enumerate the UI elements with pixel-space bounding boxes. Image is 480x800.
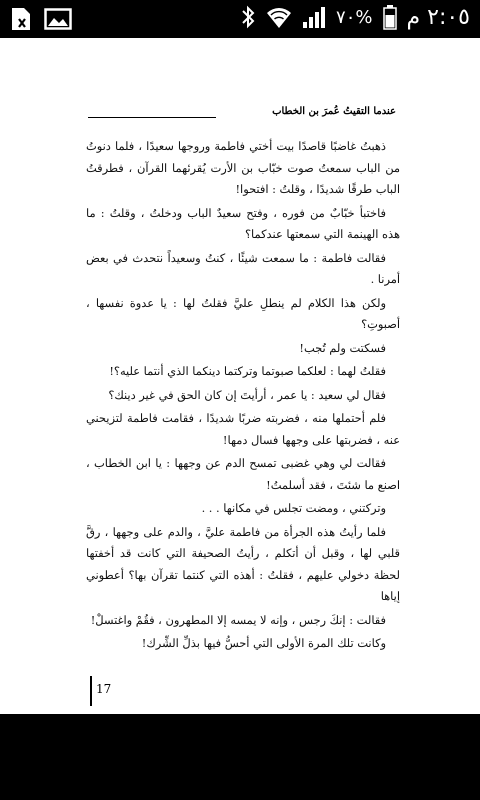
paragraph: وكانت تلك المرة الأولى التي أحسُّ فيها بذلِّ الشِّرك!	[141, 636, 386, 650]
notification-icons	[10, 6, 72, 32]
paragraph: وتركتني ، ومضت تجلس في مكانها . . .	[201, 501, 386, 515]
book-page[interactable]	[0, 38, 480, 714]
header-rule	[88, 117, 216, 118]
page-number-rule	[90, 676, 92, 706]
paragraph: فاختبأ خبّابٌ من فوره ، وفتح سعيدٌ الباب ودخلتُ ، وقلتُ : ما هذه الهينمة التي سمعتها عندكما؟	[86, 205, 400, 241]
page-text	[86, 136, 400, 657]
paragraph: فقالت : إنكَ رجس ، وإنه لا يمسه إلا المطهرون ، فقُمْ واغتسلْ!	[90, 612, 386, 627]
paragraph: ذهبتُ غاضبًا قاصدًا بيت أختي فاطمة وروجها سعيدًا ، فلما دنوتُ من الباب سمعتُ صوت خبّاب بن الأرت يُقرئهما القرآن ، فطرقتُ الباب طرقًا شديدًا ، وقلتُ : افتحوا!	[86, 139, 400, 196]
bluetooth-icon	[240, 4, 256, 30]
status-bar	[0, 0, 480, 38]
paragraph: ولكن هذا الكلام لم ينطلِ عليَّ فقلتُ لها : يا عدوة نفسها ، أصبوتِ؟	[86, 295, 400, 331]
paragraph: فقالت فاطمة : ما سمعت شيئًا ، كنتُ وسعيداً نتحدث في بعض أمرنا .	[86, 250, 400, 286]
running-header-title: عندما التقيتُ عُمرَ بن الخطاب	[272, 106, 396, 117]
battery-percent: ٧٠%	[336, 6, 373, 28]
running-header	[88, 106, 396, 122]
battery-icon	[383, 4, 397, 30]
bottom-blank-area	[0, 714, 480, 800]
sim-off-icon	[10, 6, 32, 32]
system-icons	[240, 4, 470, 30]
signal-icon	[302, 4, 326, 30]
paragraph: فلما رأيتُ هذه الجرأة من فاطمة عليَّ ، والدم على وجهها ، رقَّ قلبي لها ، وقبل أن أتكلم ، رأيتُ الصحيفة التي كانت قد أخفتها لحظة دخولي عليهم ، فقلتُ : أهذه التي كنتما تقرآن بها؟ أعطوني إياها	[86, 524, 400, 603]
image-icon	[44, 7, 72, 31]
paragraph: فلم أحتملها منه ، فضربته ضربًا شديدًا ، فقامت فاطمة لتزيحني عنه ، فضربتها على وجهها فسال دمها!	[86, 411, 400, 447]
page-number: 17	[96, 682, 112, 696]
paragraph: فقال لي سعيد : يا عمر ، أرأيتَ إن كان الحق في غير دينك؟	[108, 387, 386, 402]
paragraph: فقالت لي وهي غضبى تمسح الدم عن وجهها : يا ابن الخطاب ، اصنع ما شئتَ ، فقد أسلمتُ!	[86, 456, 400, 492]
wifi-icon	[266, 4, 292, 30]
paragraph: فسكتت ولم تُجب!	[299, 340, 386, 355]
paragraph: فقلتُ لهما : لعلكما صبوتما وتركتما دينكما الذي أنتما عليه؟!	[109, 364, 386, 378]
clock: ٢:٠٥ م	[406, 4, 470, 30]
